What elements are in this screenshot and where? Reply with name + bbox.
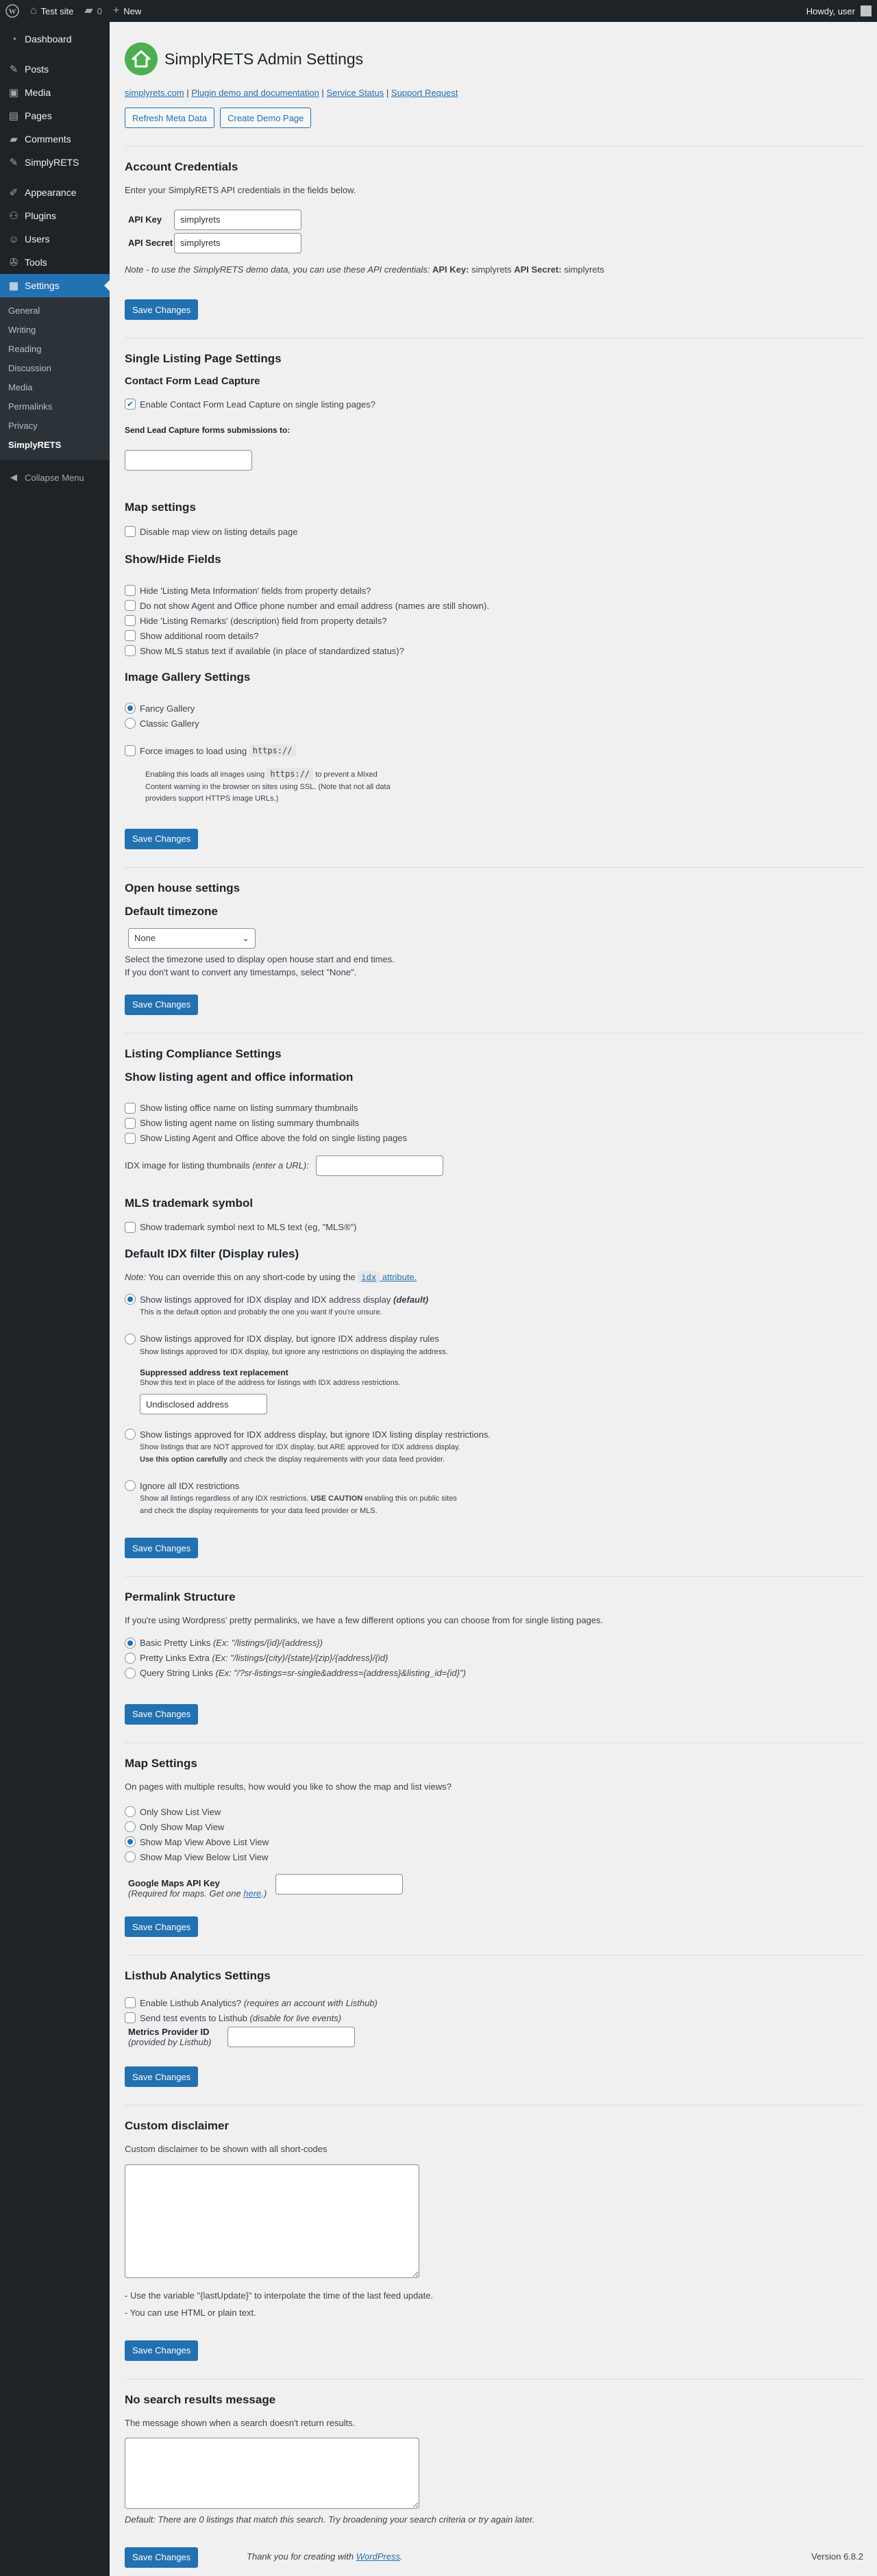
idx-radio-2[interactable] — [125, 1334, 136, 1345]
plugin-icon: ⚇ — [9, 210, 18, 222]
link-support-request[interactable]: Support Request — [391, 88, 458, 98]
credentials-intro: Enter your SimplyRETS API credentials in the fields below. — [125, 185, 356, 195]
send-to-label: Send Lead Capture forms submissions to: — [125, 425, 291, 435]
collapse-icon: ◀ — [10, 472, 17, 482]
pin-icon: ✎ — [9, 64, 18, 75]
menu-label: Media — [25, 87, 51, 98]
section-title-permalink: Permalink Structure — [125, 1590, 236, 1604]
agent-checkbox[interactable] — [125, 1118, 136, 1129]
enable-contact-checkbox[interactable]: ✔ — [125, 399, 136, 410]
gmaps-here-link[interactable]: here — [243, 1888, 262, 1899]
api-secret-label: API Secret — [128, 238, 173, 248]
idx-image-hint: (enter a URL): — [252, 1160, 309, 1171]
admin-menu — [0, 22, 110, 2576]
pages-icon: ▤ — [8, 110, 19, 122]
map-option-label: Show Map View Above List View — [140, 1836, 269, 1847]
listhub-enable-checkbox[interactable] — [125, 1997, 136, 2008]
showhide-label: Show additional room details? — [140, 630, 259, 641]
agent-label: Show listing office name on listing summary thumbnails — [140, 1103, 358, 1114]
timezone-title: Default timezone — [125, 904, 219, 918]
footer-thanks: Thank you for creating with WordPress. — [247, 2551, 403, 2562]
permalink-label: Pretty Links Extra — [140, 1653, 210, 1664]
agent-checkbox[interactable] — [125, 1133, 136, 1144]
gmaps-key-input[interactable] — [275, 1874, 403, 1895]
map-option-label: Only Show Map View — [140, 1821, 225, 1832]
menu-item-users[interactable] — [0, 227, 110, 251]
menu-label: Appearance — [25, 187, 77, 198]
svg-text:W: W — [8, 8, 16, 16]
page-title: SimplyRETS Admin Settings — [164, 49, 364, 68]
permalink-example: (Ex: "/listings/{city}/{state}/{zip}/{address}/{id} — [212, 1653, 388, 1664]
dashboard-icon: ◔ — [10, 33, 17, 45]
https-code: https:// — [267, 768, 313, 780]
submenu-writing[interactable]: Writing — [8, 325, 36, 335]
showhide-checkbox[interactable] — [125, 630, 136, 641]
timezone-desc-1: Select the timezone used to display open house start and end times. — [125, 953, 395, 964]
https-code: https:// — [249, 745, 296, 757]
provider-label: Metrics Provider ID — [128, 2027, 210, 2038]
save-button-disclaimer[interactable]: Save Changes — [125, 2340, 198, 2361]
menu-label: Pages — [25, 110, 52, 121]
pin-icon: ✎ — [9, 157, 18, 168]
showhide-checkbox[interactable] — [125, 585, 136, 596]
wordpress-link[interactable]: WordPress — [356, 2551, 400, 2562]
menu-item-tools[interactable] — [0, 251, 110, 274]
menu-item-plugins[interactable] — [0, 204, 110, 227]
my-account-link[interactable] — [801, 0, 877, 22]
force-https-checkbox[interactable] — [125, 745, 136, 756]
permalink-label: Query String Links — [140, 1668, 213, 1679]
force-https-label: Force images to load using — [140, 745, 247, 756]
menu-label: Dashboard — [25, 34, 72, 45]
chevron-down-icon: ⌄ — [242, 932, 249, 943]
contact-form-title: Contact Form Lead Capture — [125, 375, 260, 387]
link-simplyrets[interactable]: simplyrets.com — [125, 88, 184, 98]
showhide-label: Hide 'Listing Remarks' (description) field from property details? — [140, 615, 387, 626]
idx-opt1-default: (default) — [393, 1294, 429, 1305]
section-title-single-listing: Single Listing Page Settings — [125, 352, 282, 365]
trademark-label: Show trademark symbol next to MLS text (eg, "MLS®") — [140, 1222, 357, 1233]
brush-icon: ✐ — [9, 187, 18, 199]
thanks-text: Thank you for creating with — [247, 2551, 354, 2562]
idx-opt3-desc-block — [140, 1442, 863, 1466]
timezone-value: None — [134, 933, 156, 944]
map-radio-list[interactable] — [125, 1806, 136, 1817]
idx-image-label — [125, 1160, 309, 1171]
submenu-general[interactable]: General — [8, 305, 40, 316]
menu-item-pages[interactable] — [0, 104, 110, 127]
save-button-compliance[interactable]: Save Changes — [125, 1538, 198, 1558]
note-key: simplyrets — [471, 264, 512, 275]
menu-item-media[interactable] — [0, 81, 110, 104]
https-desc-1: Enabling this loads all images using — [145, 771, 265, 779]
menu-label: Comments — [25, 134, 71, 145]
menu-label: Users — [25, 234, 50, 245]
permalink-example: (Ex: "/listings/{id}/{address}) — [212, 1638, 323, 1649]
submenu-privacy[interactable]: Privacy — [8, 421, 38, 431]
agent-info-title: Show listing agent and office information — [125, 1070, 354, 1084]
media-icon: ▣ — [8, 87, 19, 99]
section-title-listhub: Listhub Analytics Settings — [125, 1969, 271, 1983]
plus-icon: + — [112, 5, 120, 16]
simplyrets-logo-icon — [125, 42, 158, 75]
no-results-intro: The message shown when a search doesn't return results. — [125, 2417, 356, 2428]
suppressed-address-input[interactable] — [140, 1394, 267, 1414]
menu-item-posts[interactable] — [0, 58, 110, 81]
idx-opt3-label: Show listings approved for IDX address display, but ignore IDX listing display restrictions. — [140, 1429, 491, 1440]
note-prefix: Note - to use the SimplyRETS demo data, you can use these API credentials: — [125, 264, 430, 275]
showhide-checkbox[interactable] — [125, 600, 136, 611]
section-title-open-house: Open house settings — [125, 881, 240, 895]
timezone-select[interactable] — [128, 928, 256, 949]
idx-opt4-desc3: and check the display requirements for your data feed provider or MLS. — [140, 1506, 378, 1515]
home-icon: ⌂ — [30, 5, 37, 16]
gallery-title: Image Gallery Settings — [125, 671, 251, 684]
provider-hint: (provided by Listhub) — [128, 2037, 212, 2048]
save-button-permalink[interactable]: Save Changes — [125, 1704, 198, 1725]
idx-attr: attribute. — [382, 1271, 417, 1282]
menu-item-settings[interactable] — [0, 274, 110, 297]
menu-item-comments[interactable] — [0, 127, 110, 151]
collapse-label: Collapse Menu — [25, 472, 84, 483]
section-title-compliance: Listing Compliance Settings — [125, 1047, 282, 1060]
comment-icon: ▰ — [84, 5, 93, 16]
no-results-default-note: Default: There are 0 listings that match this search. Try broadening your search criteria or try again later. — [125, 2514, 535, 2525]
avatar — [861, 5, 872, 16]
submenu-simplyrets[interactable]: SimplyRETS — [8, 440, 62, 450]
footer — [110, 2551, 877, 2562]
showhide-label: Do not show Agent and Office phone number and email address (names are still shown). — [140, 600, 489, 611]
map-radio-below[interactable] — [125, 1851, 136, 1862]
credentials-note — [125, 263, 863, 277]
header-links: simplyrets.com | Plugin demo and documentation | Service Status | Support Request — [125, 88, 458, 98]
showhide-label: Show MLS status text if available (in place of standardized status)? — [140, 645, 404, 656]
map-intro: On pages with multiple results, how would you like to show the map and list views? — [125, 1781, 452, 1792]
timezone-desc-2: If you don't want to convert any timestamps, select "None". — [125, 967, 357, 978]
settings-icon: ▦ — [8, 280, 19, 292]
submenu-reading[interactable]: Reading — [8, 344, 42, 354]
section-title-disclaimer: Custom disclaimer — [125, 2119, 230, 2133]
map-settings-title: Map settings — [125, 501, 196, 514]
disclaimer-intro: Custom disclaimer to be shown with all short-codes — [125, 2144, 328, 2155]
idx-opt1-label: Show listings approved for IDX display and IDX address display — [140, 1294, 391, 1305]
idx-note-label: Note: — [125, 1271, 147, 1282]
new-label: New — [123, 5, 142, 16]
idx-opt2-desc: Show listings approved for IDX display, but ignore any restrictions on displaying the address. — [140, 1347, 448, 1356]
menu-label: SimplyRETS — [25, 157, 79, 168]
section-title-no-results: No search results message — [125, 2392, 276, 2406]
api-key-input[interactable] — [174, 210, 301, 230]
menu-item-appearance[interactable] — [0, 181, 110, 204]
idx-opt1-desc: This is the default option and probably the one you want if you're unsure. — [140, 1308, 382, 1317]
create-demo-button[interactable]: Create Demo Page — [220, 108, 311, 128]
gallery-label: Classic Gallery — [140, 718, 199, 729]
agent-checkbox[interactable] — [125, 1103, 136, 1114]
page-header — [125, 42, 863, 75]
gallery-radio-fancy[interactable] — [125, 703, 136, 714]
idx-filter-title: Default IDX filter (Display rules) — [125, 1247, 299, 1260]
admin-bar — [0, 0, 877, 22]
showhide-checkbox[interactable] — [125, 615, 136, 626]
map-radio-above[interactable] — [125, 1836, 136, 1847]
menu-label: Settings — [25, 280, 60, 291]
permalink-intro: If you're using Wordpress' pretty permalinks, we have a few different options you can choose from for single listing pages. — [125, 1615, 604, 1626]
idx-opt4-desc1: Show all listings regardless of any IDX restrictions. — [140, 1495, 309, 1503]
section-title-map: Map Settings — [125, 1756, 197, 1770]
comments-count: 0 — [97, 5, 102, 16]
settings-submenu — [0, 297, 110, 460]
menu-item-simplyrets[interactable] — [0, 151, 110, 174]
permalink-label: Basic Pretty Links — [140, 1638, 211, 1649]
howdy-text: Howdy, user — [806, 5, 855, 16]
disable-map-label: Disable map view on listing details page — [140, 526, 298, 537]
disclaimer-note-2: - You can use HTML or plain text. — [125, 2308, 256, 2318]
idx-radio-4[interactable] — [125, 1480, 136, 1491]
gmaps-label-block — [125, 1874, 275, 1899]
showhide-checkbox[interactable] — [125, 645, 136, 656]
idx-opt2-label: Show listings approved for IDX display, but ignore IDX address display rules — [140, 1334, 439, 1345]
provider-label-block — [125, 2027, 227, 2047]
idx-opt3-desc2: and check the display requirements with your data feed provider. — [229, 1455, 445, 1464]
idx-opt3-desc: Show listings that are NOT approved for IDX display, but ARE approved for IDX address display. — [140, 1443, 460, 1452]
enable-contact-label: Enable Contact Form Lead Capture on single listing pages? — [140, 399, 375, 410]
submenu-discussion[interactable]: Discussion — [8, 363, 51, 373]
disable-map-checkbox[interactable] — [125, 526, 136, 537]
idx-radio-3[interactable] — [125, 1429, 136, 1440]
gmaps-hint: (Required for maps. Get one — [128, 1888, 241, 1899]
note-secret-label: API Secret: — [514, 264, 562, 275]
footer-version: Version 6.8.2 — [811, 2551, 863, 2562]
permalink-radio-query[interactable] — [125, 1668, 136, 1679]
idx-opt4-desc-block — [140, 1493, 863, 1517]
suppressed-desc: Show this text in place of the address for listings with IDX address restrictions. — [140, 1379, 401, 1388]
listhub-enable-hint: (requires an account with Listhub) — [243, 1997, 378, 2008]
site-name-link[interactable] — [25, 0, 79, 22]
agent-label: Show Listing Agent and Office above the fold on single listing pages — [140, 1133, 408, 1144]
save-button-no-results[interactable]: Save Changes — [125, 2547, 198, 2568]
link-service-status[interactable]: Service Status — [326, 88, 384, 98]
collapse-menu-button[interactable] — [0, 466, 110, 489]
permalink-radio-basic[interactable] — [125, 1638, 136, 1649]
map-option-label: Only Show List View — [140, 1806, 221, 1817]
gmaps-hint-suffix: .) — [261, 1888, 267, 1899]
idx-image-input[interactable] — [316, 1155, 443, 1176]
new-content-link[interactable] — [108, 0, 147, 22]
https-desc-2: to prevent a Mixed Content warning in the browser on sites using SSL. (Note that not all data providers support HTTPS image URLs.) — [145, 771, 391, 803]
api-secret-input[interactable] — [174, 233, 301, 253]
disclaimer-textarea[interactable] — [125, 2164, 419, 2278]
no-results-textarea[interactable] — [125, 2438, 419, 2509]
idx-opt4-label: Ignore all IDX restrictions — [140, 1480, 240, 1491]
listhub-enable-label: Enable Listhub Analytics? — [140, 1997, 242, 2008]
suppressed-title: Suppressed address text replacement — [140, 1368, 288, 1378]
listhub-test-hint: (disable for live events) — [249, 2012, 342, 2023]
idx-image-label-text: IDX image for listing thumbnails — [125, 1160, 250, 1171]
api-key-label: API Key — [128, 214, 162, 225]
trademark-checkbox[interactable] — [125, 1222, 136, 1233]
agent-label: Show listing agent name on listing summary thumbnails — [140, 1118, 360, 1129]
send-to-input[interactable] — [125, 450, 252, 471]
gmaps-label: Google Maps API Key — [128, 1878, 220, 1889]
user-icon: ☺ — [8, 233, 19, 245]
provider-id-input[interactable] — [227, 2027, 355, 2047]
gallery-radio-classic[interactable] — [125, 718, 136, 729]
menu-label: Plugins — [25, 210, 56, 221]
link-demo-docs[interactable]: Plugin demo and documentation — [191, 88, 319, 98]
save-button-listhub[interactable]: Save Changes — [125, 2066, 198, 2087]
save-button-map[interactable]: Save Changes — [125, 1916, 198, 1937]
comments-link[interactable] — [79, 0, 108, 22]
note-secret: simplyrets — [564, 264, 604, 275]
listhub-test-checkbox[interactable] — [125, 2012, 136, 2023]
idx-attribute-link[interactable] — [358, 1272, 417, 1282]
https-description — [145, 768, 406, 805]
refresh-meta-button[interactable]: Refresh Meta Data — [125, 108, 214, 128]
save-button-single-listing[interactable]: Save Changes — [125, 829, 198, 849]
permalink-radio-extra[interactable] — [125, 1653, 136, 1664]
wordpress-logo-icon[interactable] — [0, 0, 25, 22]
wrench-icon: ✇ — [9, 257, 18, 268]
idx-note-text: You can override this on any short-code by using the — [148, 1271, 356, 1282]
main-content — [110, 22, 877, 2568]
idx-opt3-strong: Use this option carefully — [140, 1455, 227, 1464]
idx-opt4-caution: USE CAUTION — [310, 1495, 363, 1503]
section-title-credentials: Account Credentials — [125, 160, 238, 173]
gallery-label: Fancy Gallery — [140, 703, 195, 714]
map-option-label: Show Map View Below List View — [140, 1851, 269, 1862]
showhide-label: Hide 'Listing Meta Information' fields from property details? — [140, 585, 371, 596]
save-button-open-house[interactable]: Save Changes — [125, 995, 198, 1015]
submenu-permalinks[interactable]: Permalinks — [8, 401, 53, 412]
idx-note — [125, 1271, 863, 1284]
save-button-credentials[interactable]: Save Changes — [125, 299, 198, 320]
menu-label: Tools — [25, 257, 47, 268]
idx-radio-1[interactable] — [125, 1294, 136, 1305]
permalink-example: (Ex: "/?sr-listings=sr-single&address={address}&listing_id={id}") — [215, 1668, 466, 1679]
menu-item-dashboard[interactable] — [0, 27, 110, 51]
idx-opt4-desc2: enabling this on public sites — [365, 1495, 457, 1503]
idx-code: idx — [358, 1271, 380, 1284]
listhub-test-label: Send test events to Listhub — [140, 2012, 247, 2023]
menu-label: Posts — [25, 64, 49, 75]
map-radio-map[interactable] — [125, 1821, 136, 1832]
note-key-label: API Key: — [432, 264, 469, 275]
comment-icon: ▰ — [10, 134, 18, 145]
trademark-title: MLS trademark symbol — [125, 1196, 254, 1210]
disclaimer-note-1: - Use the variable "{lastUpdate}" to interpolate the time of the last feed update. — [125, 2290, 434, 2301]
showhide-title: Show/Hide Fields — [125, 553, 221, 566]
submenu-media[interactable]: Media — [8, 382, 33, 392]
site-name: Test site — [40, 5, 74, 16]
